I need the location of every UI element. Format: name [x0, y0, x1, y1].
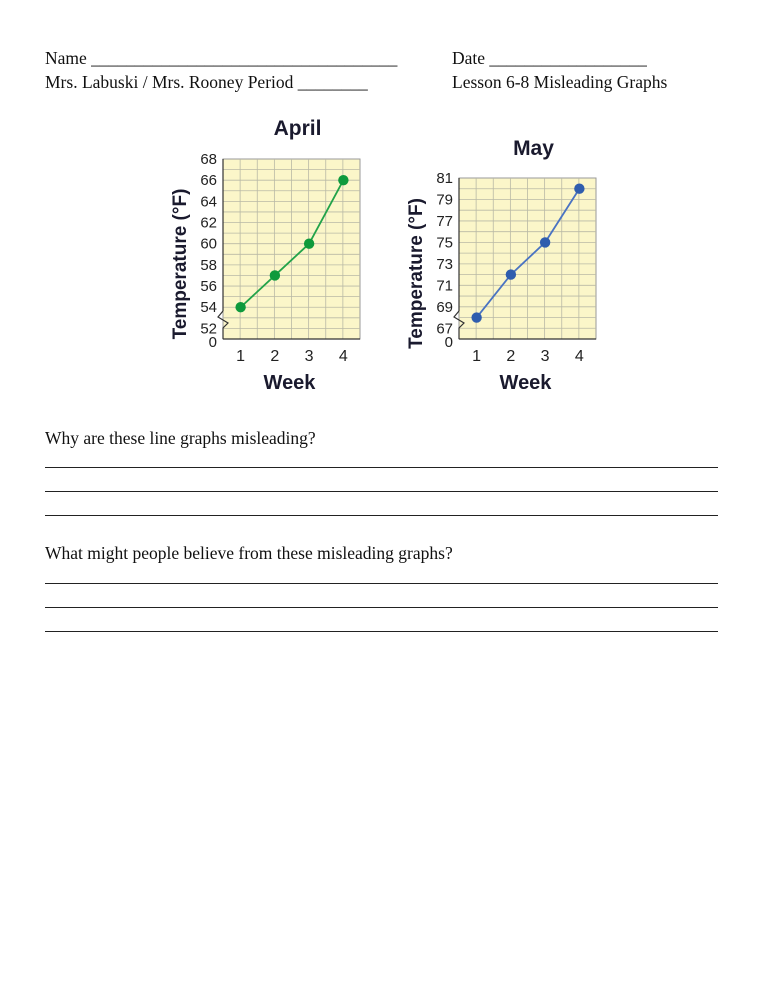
- y-tick-label: 75: [436, 234, 453, 252]
- data-point: [506, 269, 516, 279]
- x-tick-label: 4: [574, 348, 584, 365]
- y-tick-label: 81: [436, 170, 453, 187]
- y-tick-label: 79: [436, 191, 453, 209]
- y-tick-label: 62: [200, 214, 217, 232]
- y-axis-label: Temperature (°F): [406, 198, 427, 349]
- y-axis-label: Temperature (°F): [170, 188, 191, 340]
- x-axis-label: Week: [499, 372, 552, 394]
- name-line: Name ___________________________________: [45, 48, 398, 68]
- data-point: [235, 302, 245, 312]
- chart-may: [406, 137, 596, 394]
- y-tick-label: 71: [436, 277, 453, 295]
- line-charts: [160, 110, 620, 400]
- teacher-period-line: Mrs. Labuski / Mrs. Rooney Period ________: [45, 72, 368, 92]
- y-tick-label: 54: [200, 299, 217, 317]
- x-tick-label: 2: [506, 348, 516, 365]
- y-tick-label: 68: [200, 151, 217, 168]
- answer-line[interactable]: [45, 631, 718, 632]
- y-tick-label: 77: [436, 212, 453, 230]
- charts-container: [160, 110, 620, 400]
- x-tick-label: 3: [304, 348, 314, 365]
- data-point: [574, 184, 584, 194]
- x-tick-label: 4: [338, 348, 348, 365]
- y-tick-label: 52: [200, 320, 217, 338]
- chart-title: April: [273, 117, 322, 140]
- y-tick-label: 73: [436, 255, 453, 273]
- answer-line[interactable]: [45, 467, 718, 468]
- y-tick-label: 60: [200, 235, 217, 253]
- lesson-title: Lesson 6-8 Misleading Graphs: [452, 72, 668, 92]
- chart-april: [170, 117, 360, 394]
- data-point: [338, 175, 348, 185]
- answer-line[interactable]: [45, 515, 718, 516]
- x-axis-label: Week: [263, 372, 316, 394]
- y-tick-label: 0: [444, 334, 453, 351]
- y-tick-label: 0: [208, 334, 217, 351]
- date-line: Date __________________: [452, 48, 647, 68]
- data-point: [471, 312, 481, 322]
- y-tick-label: 58: [200, 256, 217, 274]
- x-tick-label: 3: [540, 348, 550, 365]
- data-point: [540, 237, 550, 247]
- y-tick-label: 56: [200, 278, 217, 296]
- chart-title: May: [513, 137, 554, 160]
- y-tick-label: 67: [436, 320, 453, 338]
- question-1: Why are these line graphs misleading?: [45, 428, 316, 448]
- y-tick-label: 66: [200, 172, 217, 190]
- y-tick-label: 69: [436, 298, 453, 316]
- x-tick-label: 2: [270, 348, 280, 365]
- data-point: [304, 239, 314, 249]
- y-tick-label: 64: [200, 193, 217, 211]
- x-tick-label: 1: [236, 348, 246, 365]
- answer-line[interactable]: [45, 583, 718, 584]
- data-point: [270, 270, 280, 280]
- x-tick-label: 1: [472, 348, 482, 365]
- question-2: What might people believe from these misleading graphs?: [45, 543, 453, 563]
- answer-line[interactable]: [45, 491, 718, 492]
- answer-line[interactable]: [45, 607, 718, 608]
